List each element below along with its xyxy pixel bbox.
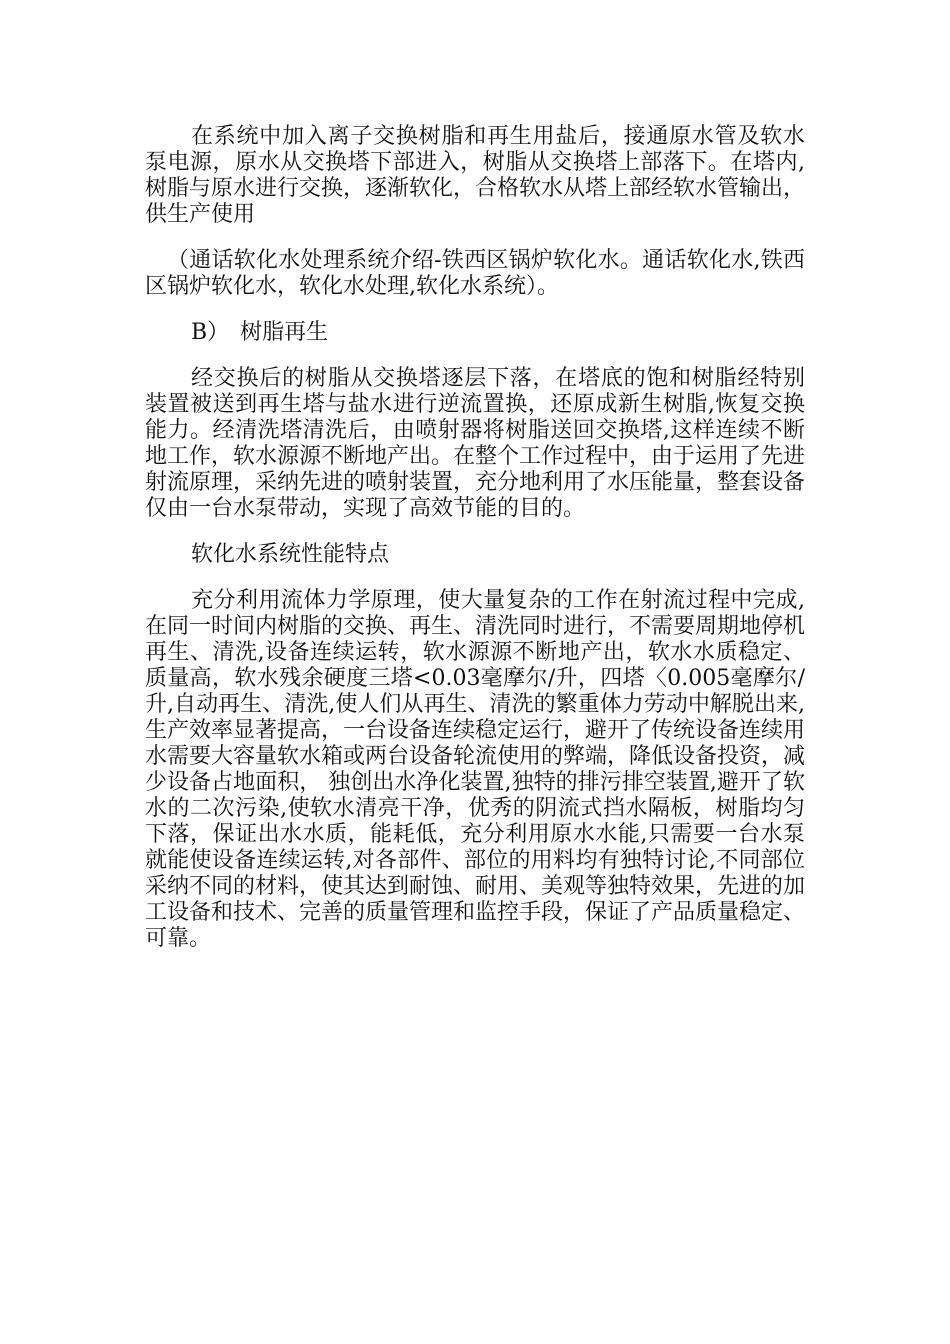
heading-resin-regeneration: B） 树脂再生 (191, 320, 329, 345)
paragraph-system-intro: （通话软化水处理系统介绍-铁西区锅炉软化水。通话软化水,铁西区锅炉软化水，软化水处理,软化水系统）。 (145, 248, 805, 299)
paragraph-regeneration-process: 经交换后的树脂从交换塔逐层下落，在塔底的饱和树脂经特别装置被送到再生塔与盐水进行逆流置换，还原成新生树脂,恢复交换能力。经清洗塔清洗后，由喷射器将树脂送回交换塔,这样连续不断地工作，软水源源不断地产出。在整个工作过程中，由于运用了先进射流原理，采纳先进的喷射装置，充分地利用了水压能量，整套设备仅由一台水泵带动，实现了高效节能的目的。 (145, 366, 806, 521)
paragraph-resin-exchange: 在系统中加入离子交换树脂和再生用盐后，接通原水管及软水泵电源，原水从交换塔下部进入，树脂从交换塔上部落下。在塔内,树脂与原水进行交换，逐渐软化，合格软水从塔上部经软水管输出，供生产使用 (145, 124, 806, 227)
document-body (145, 124, 805, 972)
heading-performance-features: 软化水系统性能特点 (191, 542, 390, 567)
paragraph-performance-details: 充分利用流体力学原理，使大量复杂的工作在射流过程中完成,在同一时间内树脂的交换、再生、清洗同时进行，不需要周期地停机再生、清洗,设备连续运转，软水源源不断地产出，软水水质稳定、质量高，软水残余硬度三塔<0.03毫摩尔/升，四塔〈0.005毫摩尔/升,自动再生、清洗,使人们从再生、清洗的繁重体力劳动中解脱出来,生产效率显著提高，一台设备连续稳定运行，避开了传统设备连续用水需要大容量软水箱或两台设备轮流使用的弊端，降低设备投资，减少设备占地面积， 独创出水净化装置,独特的排污排空装置,避开了软水的二次污染,使软水清亮干净，优秀的阴流式挡水隔板，树脂均匀下落，保证出水水质，能耗低，充分利用原水水能,只需要一台水泵就能使设备连续运转,对各部件、部位的用料均有独特讨论,不同部位采纳不同的材料，使其达到耐蚀、耐用、美观等独特效果，先进的加工设备和技术、完善的质量管理和监控手段，保证了产品质量稳定、可靠。 (145, 588, 806, 951)
